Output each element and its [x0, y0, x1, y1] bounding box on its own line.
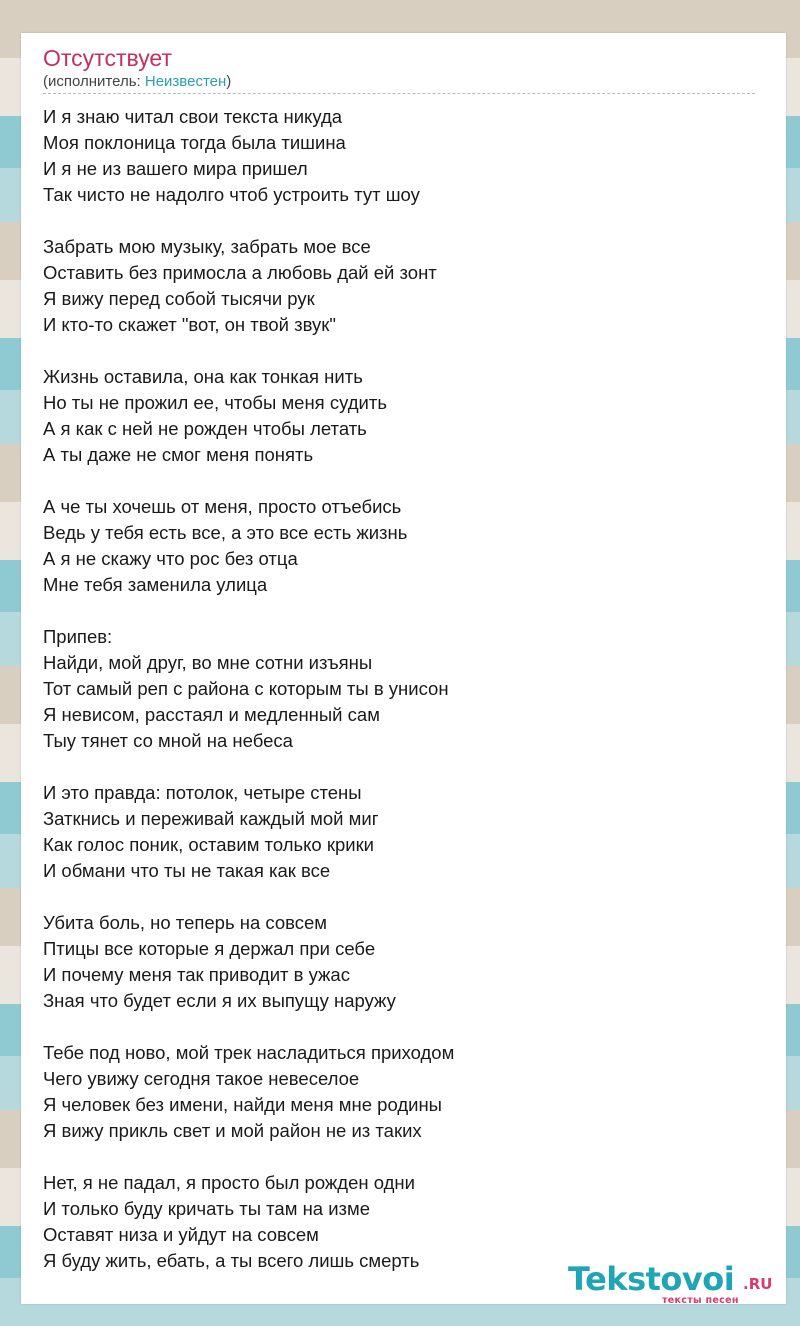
lyrics-line: И это правда: потолок, четыре стены — [43, 782, 362, 803]
lyrics-stanza — [43, 910, 763, 1014]
lyrics-line: Я человек без имени, найди меня мне родины — [43, 1094, 442, 1115]
lyrics-line: И я не из вашего мира пришел — [43, 158, 308, 179]
lyrics-line: Тот самый реп с района с которым ты в унисон — [43, 678, 449, 699]
lyrics-line: Зная что будет если я их выпущу наружу — [43, 990, 396, 1011]
artist-line — [43, 73, 231, 91]
lyrics-line: Я буду жить, ебать, а ты всего лишь смерть — [43, 1250, 420, 1271]
lyrics-stanza — [43, 104, 763, 208]
lyrics-line: А я не скажу что рос без отца — [43, 548, 298, 569]
lyrics-line: Припев: — [43, 626, 113, 647]
lyrics-line: Заткнись и переживай каждый мой миг — [43, 808, 379, 829]
lyrics-line: Нет, я не падал, я просто был рожден одни — [43, 1172, 415, 1193]
lyrics-body — [43, 104, 763, 1300]
lyrics-stanza — [43, 1170, 763, 1274]
lyrics-line: Найди, мой друг, во мне сотни изъяны — [43, 652, 373, 673]
lyrics-stanza — [43, 1040, 763, 1144]
lyrics-line: И почему меня так приводит в ужас — [43, 964, 350, 985]
lyrics-line: И только буду кричать ты там на изме — [43, 1198, 371, 1219]
artist-suffix: ) — [226, 73, 232, 90]
lyrics-stanza — [43, 364, 763, 468]
artist-prefix: (исполнитель: — [43, 73, 145, 90]
site-logo[interactable] — [568, 1261, 773, 1306]
lyrics-line: Так чисто не надолго чтоб устроить тут шоу — [43, 184, 420, 205]
title-divider — [43, 93, 755, 94]
lyrics-line: Я невисом, расстаял и медленный сам — [43, 704, 380, 725]
lyrics-line: Жизнь оставила, она как тонкая нить — [43, 366, 363, 387]
logo-wordmark: Tekstovoi — [568, 1260, 735, 1298]
lyrics-line: И обмани что ты не такая как все — [43, 860, 331, 881]
lyrics-line: Я вижу перед собой тысячи рук — [43, 288, 315, 309]
lyrics-line: А я как с ней не рожден чтобы летать — [43, 418, 367, 439]
lyrics-line: Я вижу прикль свет и мой район не из таких — [43, 1120, 422, 1141]
lyrics-line: И кто-то скажет "вот, он твой звук" — [43, 314, 336, 335]
lyrics-line: Моя поклоница тогда была тишина — [43, 132, 346, 153]
lyrics-line: Как голос поник, оставим только крики — [43, 834, 375, 855]
lyrics-stanza — [43, 780, 763, 884]
lyrics-line: Забрать мою музыку, забрать мое все — [43, 236, 371, 257]
song-title: Отсутствует — [43, 45, 172, 71]
lyrics-line: Ведь у тебя есть все, а это все есть жизнь — [43, 522, 408, 543]
lyrics-line: Убита боль, но теперь на совсем — [43, 912, 328, 933]
lyrics-line: Оставят низа и уйдут на совсем — [43, 1224, 319, 1245]
logo-tagline: тексты песен — [662, 1295, 739, 1306]
artist-link[interactable]: Неизвестен — [144, 73, 227, 90]
lyrics-line: А ты даже не смог меня понять — [43, 444, 314, 465]
lyrics-stanza — [43, 234, 763, 338]
lyrics-card — [21, 33, 786, 1304]
lyrics-line: Чего увижу сегодня такое невеселое — [43, 1068, 360, 1089]
lyrics-line: Оставить без примосла а любовь дай ей зонт — [43, 262, 437, 283]
lyrics-line: И я знаю читал свои текста никуда — [43, 106, 343, 127]
lyrics-line: Птицы все которые я держал при себе — [43, 938, 376, 959]
lyrics-stanza — [43, 624, 763, 754]
lyrics-line: А че ты хочешь от меня, просто отъебись — [43, 496, 402, 517]
lyrics-line: Мне тебя заменила улица — [43, 574, 268, 595]
lyrics-line: Тыу тянет со мной на небеса — [43, 730, 293, 751]
lyrics-stanza — [43, 494, 763, 598]
lyrics-line: Но ты не прожил ее, чтобы меня судить — [43, 392, 387, 413]
lyrics-line: Тебе под ново, мой трек насладиться приходом — [43, 1042, 455, 1063]
logo-domain: .RU — [743, 1275, 773, 1293]
